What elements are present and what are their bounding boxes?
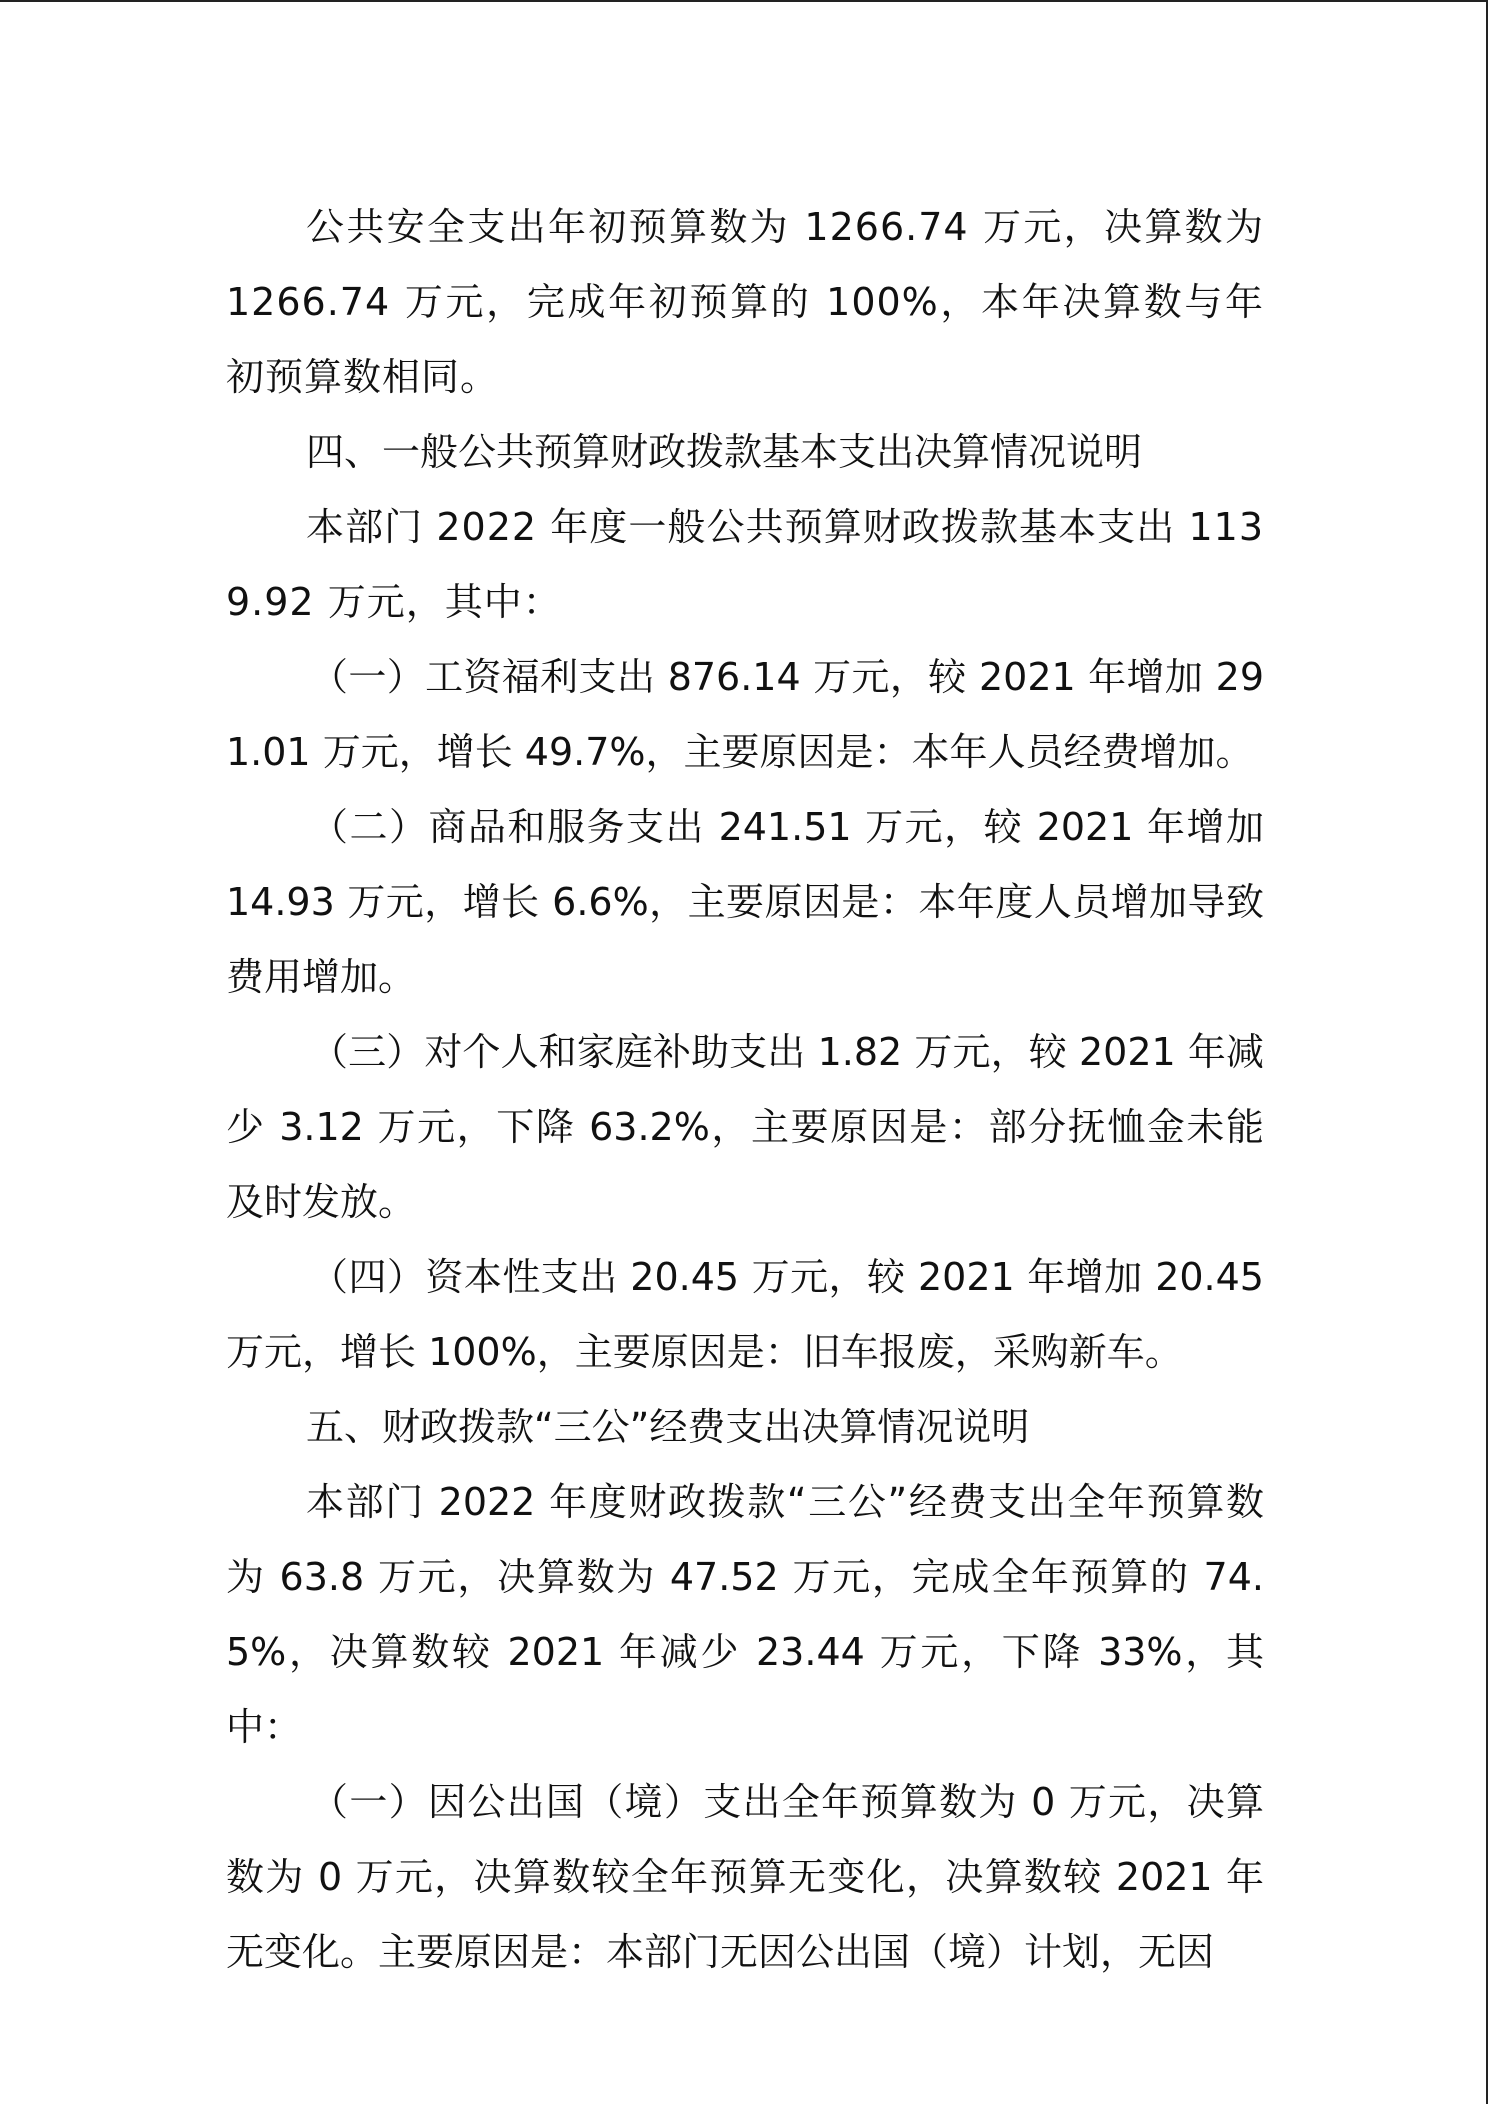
section-heading-basic-expenditure: 四、一般公共预算财政拨款基本支出决算情况说明 xyxy=(306,430,1143,474)
paragraph-salary-welfare: （一）工资福利支出 876.14 万元，较 2021 年增加 291.01 万元，增长 49.7%，主要原因是：本年人员经费增加。 xyxy=(226,655,1264,774)
paragraph-individual-family-subsidy: （三）对个人和家庭补助支出 1.82 万元，较 2021 年减少 3.12 万元，下降 63.2%，主要原因是：部分抚恤金未能及时发放。 xyxy=(226,1030,1264,1224)
paragraph-three-public-expenses-intro: 本部门 2022 年度财政拨款“三公”经费支出全年预算数为 63.8 万元，决算数为 47.52 万元，完成全年预算的 74.5%，决算数较 2021 年减少 23.44 万元，下降 33%，其中： xyxy=(226,1480,1264,1749)
paragraph-public-security-expenditure: 公共安全支出年初预算数为 1266.74 万元，决算数为 1266.74 万元，完成年初预算的 100%，本年决算数与年初预算数相同。 xyxy=(226,205,1264,399)
paragraph-capital-expenditure: （四）资本性支出 20.45 万元，较 2021 年增加 20.45 万元，增长 100%，主要原因是：旧车报废，采购新车。 xyxy=(226,1255,1264,1374)
page-top-edge xyxy=(0,0,1488,2)
paragraph-overseas-travel: （一）因公出国（境）支出全年预算数为 0 万元，决算数为 0 万元，决算数较全年预算无变化，决算数较 2021 年无变化。主要原因是：本部门无因公出国（境）计划，无因 xyxy=(226,1780,1264,1974)
section-heading-three-public-expenses: 五、财政拨款“三公”经费支出决算情况说明 xyxy=(306,1405,1030,1449)
paragraph-basic-expenditure-intro: 本部门 2022 年度一般公共预算财政拨款基本支出 1139.92 万元，其中： xyxy=(226,505,1264,624)
document-body xyxy=(226,190,1264,1990)
paragraph-goods-services: （二）商品和服务支出 241.51 万元，较 2021 年增加 14.93 万元，增长 6.6%，主要原因是：本年度人员增加导致费用增加。 xyxy=(226,805,1264,999)
